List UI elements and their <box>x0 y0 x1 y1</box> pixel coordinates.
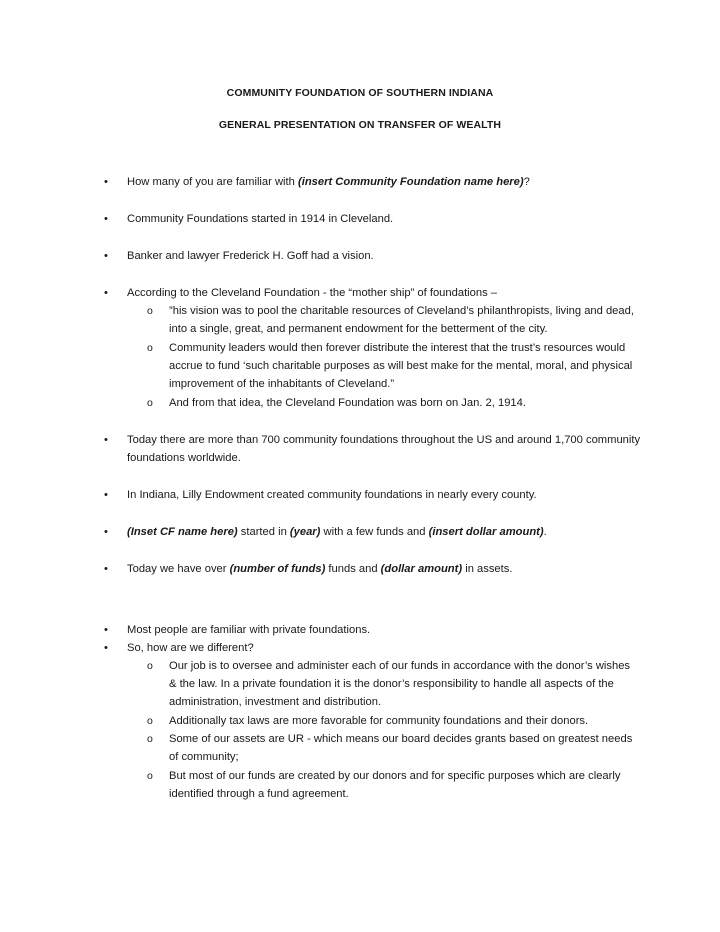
bullet-cleveland: According to the Cleveland Foundation - the “mother ship” of foundations – <box>127 287 498 299</box>
placeholder-cf-name: (Inset CF name here) <box>127 526 238 538</box>
bullet-goff: Banker and lawyer Frederick H. Goff had a vision. <box>127 250 374 262</box>
sub-bullet-born: And from that idea, the Cleveland Foundation was born on Jan. 2, 1914. <box>169 397 526 409</box>
sub-bullet-tax: Additionally tax laws are more favorable for community foundations and their donors. <box>169 715 589 727</box>
sub-bullet-marker: o <box>147 770 153 782</box>
sub-bullet-ur-assets: Some of our assets are UR - which means our board decides grants based on greatest needs of community; <box>169 733 633 764</box>
bullet-indiana: In Indiana, Lilly Endowment created community foundations in nearly every county. <box>127 489 537 501</box>
sub-bullet-marker: o <box>147 305 153 317</box>
sub-bullet-our-job: Our job is to oversee and administer each of our funds in accordance with the donor’s wishes & the law. In a private foundation it is the donor’s responsibility to handle all aspects of the administration, investment and distribution. <box>169 660 631 709</box>
placeholder-dollar-amount: (dollar amount) <box>380 563 463 575</box>
bullet-private: Most people are familiar with private foundations. <box>127 624 371 636</box>
sub-bullet-marker: o <box>147 733 153 745</box>
sub-bullet-marker: o <box>147 342 153 354</box>
placeholder-cf-name: (insert Community Foundation name here) <box>297 176 524 188</box>
document-title: COMMUNITY FOUNDATION OF SOUTHERN INDIANA <box>226 87 494 99</box>
bullet-marker: • <box>104 526 108 538</box>
document-subtitle: GENERAL PRESENTATION ON TRANSFER OF WEALTH <box>218 119 502 131</box>
bullet-count: Today there are more than 700 community foundations throughout the US and around 1,700 community foundations worldwide. <box>127 434 641 465</box>
bullet-marker: • <box>104 624 108 636</box>
placeholder-number-of-funds: (number of funds) <box>229 563 326 575</box>
sub-bullet-marker: o <box>147 660 153 672</box>
bullet-marker: • <box>104 434 108 446</box>
bullet-marker: • <box>104 563 108 575</box>
bullet-different: So, how are we different? <box>127 642 254 654</box>
sub-bullet-marker: o <box>147 715 153 727</box>
bullet-marker: • <box>104 489 108 501</box>
sub-bullet-marker: o <box>147 397 153 409</box>
bullet-marker: • <box>104 642 108 654</box>
bullet-marker: • <box>104 250 108 262</box>
bullet-started: (Inset CF name here) started in (year) with a few funds and (insert dollar amount). <box>127 526 547 538</box>
sub-bullet-vision: ”his vision was to pool the charitable resources of Cleveland’s philanthropists, living and dead, into a single, great, and permanent endowment for the betterment of the city. <box>169 305 634 336</box>
placeholder-year: (year) <box>289 526 321 538</box>
placeholder-dollar-amount: (insert dollar amount) <box>428 526 544 538</box>
bullet-marker: • <box>104 176 108 188</box>
bullet-familiar: How many of you are familiar with (insert Community Foundation name here)? <box>127 176 530 188</box>
sub-bullet-leaders: Community leaders would then forever distribute the interest that the trust’s resources would accrue to fund ‘such charitable purposes as will best make for the mental, moral, and physical improvement of the inhabitants of Cleveland.” <box>169 342 633 391</box>
bullet-history: Community Foundations started in 1914 in Cleveland. <box>127 213 394 225</box>
sub-bullet-donor-funds: But most of our funds are created by our donors and for specific purposes which are clearly identified through a fund agreement. <box>169 770 621 801</box>
bullet-marker: • <box>104 213 108 225</box>
bullet-marker: • <box>104 287 108 299</box>
bullet-assets: Today we have over (number of funds) funds and (dollar amount) in assets. <box>127 563 513 575</box>
